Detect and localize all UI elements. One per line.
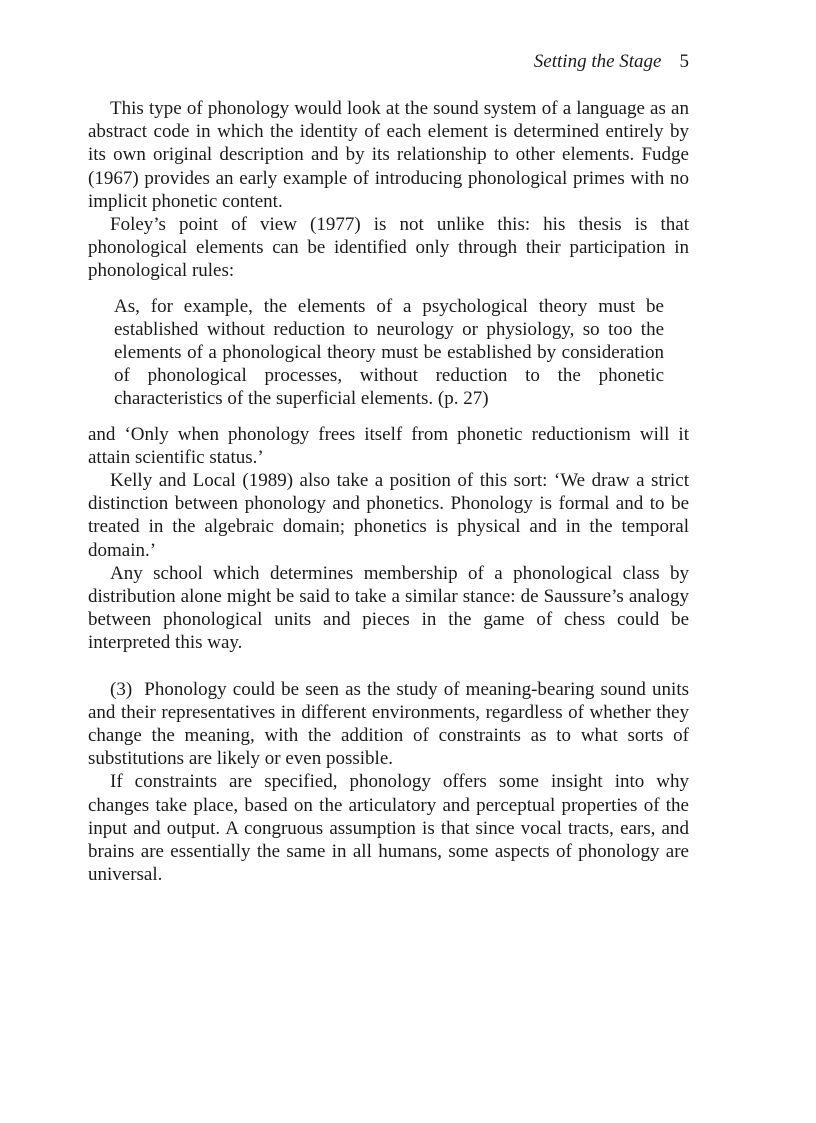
block-quote: As, for example, the elements of a psychological theory must be established without reduction to neurology or physiology, so too the elements of a phonological theory must be established by consideration of phonological processes, without reduction to the phonetic characteristics of the superficial elements. (p. 27) [114, 295, 664, 410]
paragraph-6 [88, 678, 689, 771]
paragraph-7: If constraints are specified, phonology offers some insight into why changes take place, based on the articulatory and perceptual properties of the input and output. A congruous assumption is that since vocal tracts, ears, and brains are essentially the same in all humans, some aspects of phonology are universal. [88, 771, 689, 886]
body-text [88, 97, 689, 887]
running-head [88, 50, 689, 74]
page-number: 5 [679, 51, 689, 72]
paragraph-5: Any school which determines membership of a phonological class by distribution alone might be said to take a similar stance: de Saussure’s analogy between phonological units and pieces in the game of chess could be interpreted this way. [88, 562, 689, 654]
running-title: Setting the Stage [533, 51, 662, 72]
paragraph-2: Foley’s point of view (1977) is not unlike this: his thesis is that phonological elements can be identified only through their participation in phonological rules: [88, 214, 689, 282]
paragraph-4: Kelly and Local (1989) also take a position of this sort: ‘We draw a strict distinction between phonology and phonetics. Phonology is formal and to be treated in the algebraic domain; phonetics is physical and in the temporal domain.’ [88, 470, 689, 561]
paragraph-1: This type of phonology would look at the sound system of a language as an abstract code in which the identity of each element is determined entirely by its own original description and by its relationship to other elements. Fudge (1967) provides an early example of introducing phonological primes with no implicit phonetic content. [88, 98, 689, 212]
paragraph-3: and ‘Only when phonology frees itself from phonetic reductionism will it attain scientific status.’ [88, 423, 689, 468]
list-number: (3) [110, 678, 133, 700]
paragraph-6-text: Phonology could be seen as the study of meaning-bearing sound units and their representatives in different environments, regardless of whether they change the meaning, with the addition of constraints as to what sorts of substitutions are likely or even possible. [88, 678, 690, 770]
